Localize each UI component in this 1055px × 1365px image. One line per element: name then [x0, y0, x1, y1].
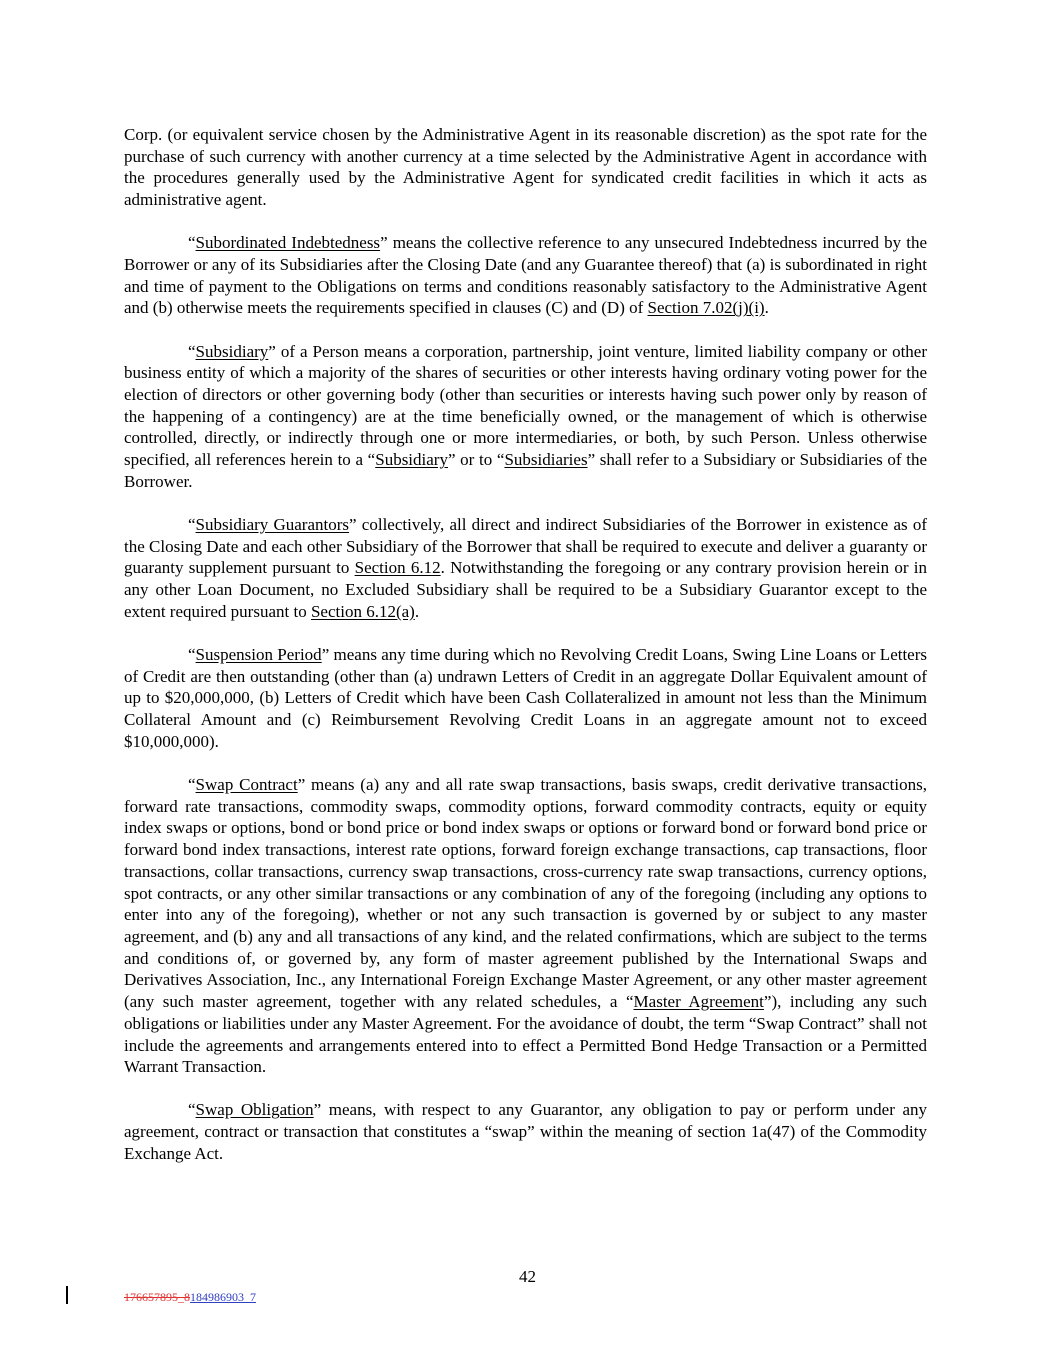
open-quote: “: [188, 341, 196, 361]
defined-term: Swap Contract: [195, 775, 298, 795]
defined-term: Subordinated Indebtedness: [195, 233, 381, 253]
definition-swap-obligation: [124, 1099, 927, 1164]
defined-term-reference: Subsidiary: [375, 450, 448, 470]
section-reference: Section 6.12: [354, 558, 441, 578]
section-reference: Section 6.12(a): [310, 601, 415, 621]
definition-text: ” means, with respect to any Guarantor, any obligation to pay or perform under any agreement, contract or transaction that constitutes a “swap” within the meaning of section 1a(47) of the Commodity Exchange Act.: [124, 1100, 927, 1163]
definition-subordinated-indebtedness: [124, 232, 927, 319]
definition-text: ” means the collective reference to any unsecured Indebtedness incurred by the Borrower or any of its Subsidiaries after the Closing Date (and any Guarantee thereof) that (a) is subordinated in right and time of payment to the Obligations on terms and conditions reasonably satisfactory to the Administrative Agent and (b) otherwise meets the requirements specified in clauses (C) and (D) of: [124, 233, 928, 318]
definition-text-end: ” shall refer to a Subsidiary or Subsidiaries of the Borrower.: [124, 450, 927, 491]
open-quote: “: [188, 775, 196, 795]
defined-term: Suspension Period: [195, 645, 322, 665]
definition-text-end: .: [764, 298, 769, 318]
definition-text-end: ”), including any such obligations or liabilities under any Master Agreement. For the avoidance of doubt, the term “Swap Contract” shall not include the agreements and arrangements entered into to effect a Permitted Bond Hedge Transaction or a Permitted Warrant Transaction.: [124, 992, 927, 1077]
open-quote: “: [188, 233, 196, 253]
definition-text: ” of a Person means a corporation, partnership, joint venture, limited liability company or other business entity of which a majority of the shares of securities or other interests having ordinary voting power for the election of directors or other governing body (other than securities or interests having such power only by reason of the happening of a contingency) are at the time beneficially owned, or the management of which is otherwise controlled, directly, or indirectly through one or more intermediaries, or both, by such Person. Unless otherwise specified, all references herein to a “: [124, 341, 927, 470]
defined-term: Subsidiary Guarantors: [195, 515, 350, 535]
defined-term-master-agreement: Master Agreement: [633, 992, 764, 1012]
definition-text-mid: . Notwithstanding the foregoing or any contrary provision herein or in any other Loan Document, no Excluded Subsidiary shall be required to be a Subsidiary Guarantor except to the extent required pursuant to: [124, 558, 927, 621]
defined-term: Subsidiary: [195, 341, 269, 361]
page-number: 42: [519, 1267, 536, 1286]
open-quote: “: [188, 515, 196, 535]
open-quote: “: [188, 645, 196, 665]
definition-swap-contract: [124, 774, 927, 1078]
document-id-inserted: 184986903_7: [190, 1290, 256, 1304]
defined-term-reference: Subsidiaries: [504, 450, 588, 470]
paragraph-spot-rate-continuation: Corp. (or equivalent service chosen by the Administrative Agent in its reasonable discretion) as the spot rate for the purchase of such currency with another currency at a time selected by the Administrative Agent in accordance with the procedures generally used by the Administrative Agent for syndicated credit facilities in which it acts as administrative agent.: [124, 125, 927, 210]
open-quote: “: [188, 1100, 196, 1120]
revision-change-bar: [66, 1286, 68, 1304]
document-id: [124, 1290, 256, 1305]
definition-text-end: .: [414, 601, 420, 621]
definition-text: ” means any time during which no Revolving Credit Loans, Swing Line Loans or Letters of Credit are then outstanding (other than (a) undrawn Letters of Credit in an aggregate Dollar Equivalent amount of up to $20,000,000, (b) Letters of Credit which have been Cash Collateralized in amount not less than the Minimum Collateral Amount and (c) Reimbursement Revolving Credit Loans in an aggregate amount not to exceed $10,000,000).: [124, 645, 928, 751]
definition-subsidiary-guarantors: [124, 514, 927, 623]
definition-suspension-period: [124, 644, 927, 753]
definition-text: ” means (a) any and all rate swap transactions, basis swaps, credit derivative transactions, forward rate transactions, commodity swaps, commodity options, forward commodity contracts, equity or equity index swaps or options, bond or bond price or bond index swaps or options or forward bond or forward bond price or forward bond index transactions, interest rate options, forward foreign exchange transactions, cap transactions, floor transactions, collar transactions, currency swap transactions, cross-currency rate swap transactions, currency options, spot contracts, or any other similar transactions or any combination of any of the foregoing (including any options to enter into any of the foregoing), whether or not any such transaction is governed by or subject to any master agreement, and (b) any and all transactions of any kind, and the related confirmations, which are subject to the terms and conditions of, or governed by, any form of master agreement published by the International Swaps and Derivatives Association, Inc., any International Foreign Exchange Master Agreement, or any other master agreement (any such master agreement, together with any related schedules, a “: [124, 775, 927, 1012]
document-body: [124, 124, 927, 1186]
definition-subsidiary: [124, 341, 927, 493]
definition-text: ” collectively, all direct and indirect Subsidiaries of the Borrower in existence as of the Closing Date and each other Subsidiary of the Borrower that shall be required to execute and deliver a guaranty or guaranty supplement pursuant to: [124, 515, 927, 578]
defined-term: Swap Obligation: [195, 1100, 314, 1120]
definition-text-mid: ” or to “: [447, 450, 505, 470]
section-reference: Section 7.02(j)(i): [647, 298, 765, 318]
document-id-deleted: 176657895_8: [124, 1290, 190, 1304]
